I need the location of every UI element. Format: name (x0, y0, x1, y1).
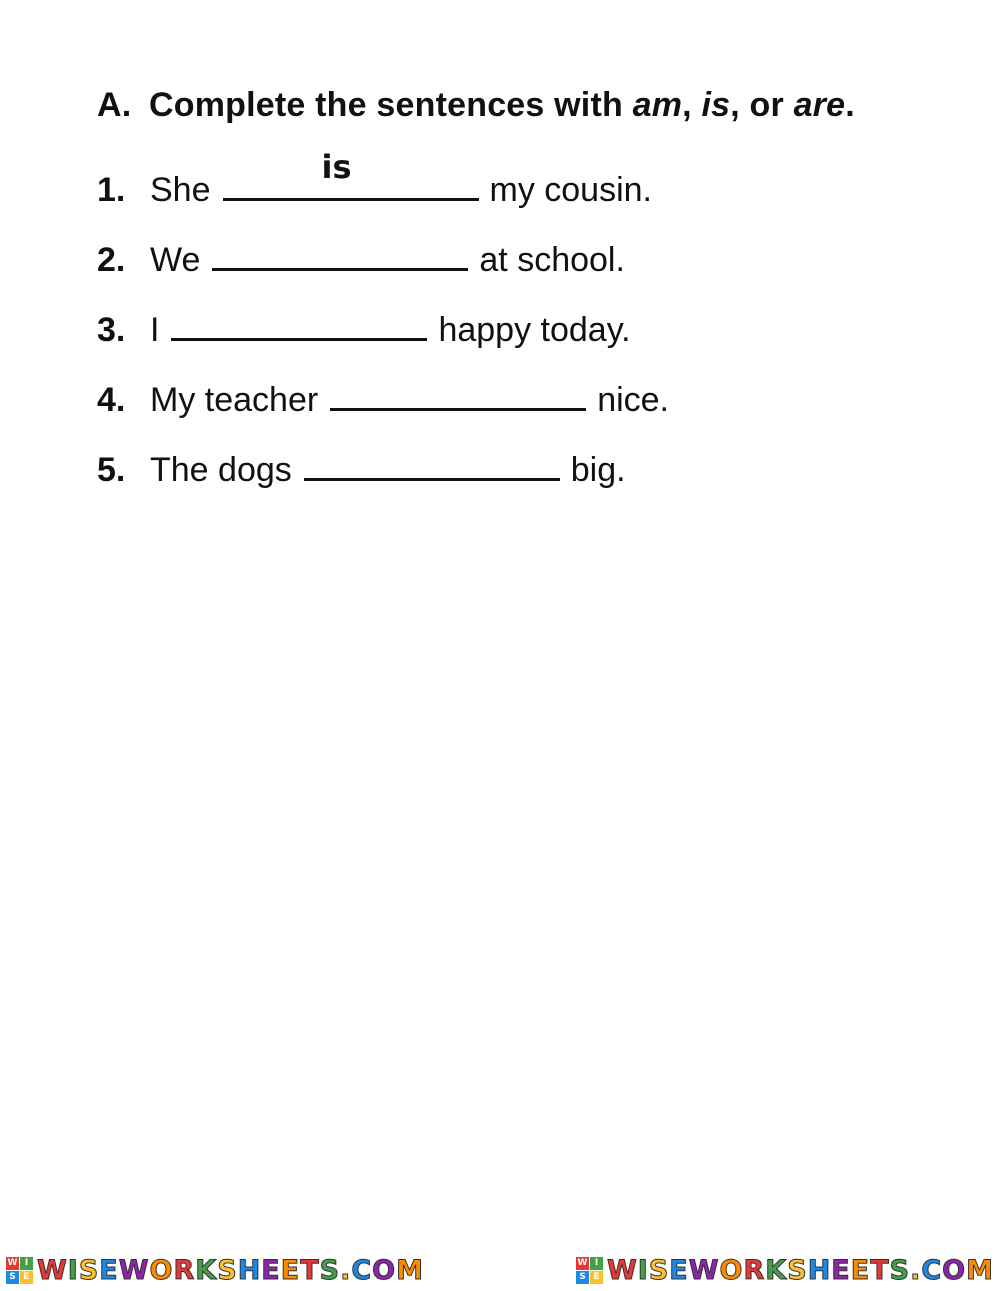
brand-letter: O (372, 1254, 397, 1286)
brand-letter: M (396, 1254, 424, 1286)
heading-end: . (845, 86, 855, 124)
brand-watermark (576, 1252, 994, 1288)
heading-word-are: are (793, 86, 846, 124)
brand-letter: T (870, 1254, 890, 1286)
question-3 (97, 310, 631, 350)
logo-letter: I (20, 1257, 33, 1270)
brand-letter: M (966, 1254, 994, 1286)
brand-letter: H (807, 1254, 832, 1286)
question-text-after: big. (570, 451, 626, 489)
brand-letter: E (99, 1254, 119, 1286)
brand-letter: H (237, 1254, 262, 1286)
logo-letter: W (7, 1257, 18, 1268)
brand-letter: C (351, 1254, 373, 1286)
brand-logo-icon (576, 1257, 603, 1284)
answer-blank[interactable] (330, 380, 586, 411)
logo-letter: E (590, 1271, 603, 1284)
brand-letter: O (719, 1254, 744, 1286)
question-text-after: at school. (479, 241, 625, 279)
brand-letter: E (831, 1254, 851, 1286)
brand-letter: R (173, 1254, 196, 1286)
brand-letter: S (787, 1254, 808, 1286)
footer-watermark (0, 1252, 1000, 1288)
logo-letter: S (576, 1271, 589, 1284)
brand-letter: W (688, 1254, 720, 1286)
answer-blank[interactable] (171, 310, 427, 341)
logo-letter: S (6, 1271, 19, 1284)
logo-letter: E (20, 1271, 33, 1284)
brand-letter: I (637, 1254, 649, 1286)
question-1 (97, 148, 652, 210)
brand-letter: W (37, 1254, 68, 1286)
brand-letter: E (280, 1254, 301, 1286)
brand-letter: E (261, 1254, 281, 1286)
question-text-before: My teacher (150, 381, 319, 419)
question-text-before: We (150, 241, 201, 279)
brand-letter: W (607, 1254, 638, 1286)
brand-letter: E (669, 1254, 689, 1286)
question-2 (97, 240, 625, 280)
heading-word-am: am (632, 86, 683, 124)
brand-text (37, 1255, 424, 1286)
brand-watermark (6, 1252, 424, 1288)
answer-blank[interactable] (212, 240, 468, 271)
brand-letter: S (319, 1254, 341, 1286)
question-4 (97, 380, 669, 420)
question-text-after: my cousin. (489, 171, 652, 209)
brand-letter: S (78, 1254, 100, 1286)
section-heading (97, 86, 855, 125)
brand-letter: . (910, 1254, 922, 1286)
question-text-after: nice. (597, 381, 670, 419)
question-text-before: She (150, 171, 211, 209)
question-number: 4. (97, 381, 126, 419)
question-number: 3. (97, 311, 126, 349)
brand-letter: T (300, 1254, 320, 1286)
brand-letter: R (743, 1254, 766, 1286)
brand-text (607, 1255, 994, 1286)
question-number: 1. (97, 171, 126, 209)
logo-letter: I (590, 1257, 603, 1270)
brand-letter: . (340, 1254, 352, 1286)
brand-letter: K (195, 1254, 218, 1286)
heading-word-is: is (701, 86, 731, 124)
brand-letter: E (850, 1254, 871, 1286)
question-text-before: I (150, 311, 160, 349)
answer-text: is (321, 148, 352, 186)
section-letter: A. (97, 86, 132, 124)
brand-letter: O (942, 1254, 967, 1286)
brand-letter: S (889, 1254, 911, 1286)
logo-letter: W (577, 1257, 588, 1268)
heading-sep-1: , (682, 86, 692, 124)
question-number: 5. (97, 451, 126, 489)
answer-blank[interactable] (304, 450, 560, 481)
question-text-after: happy today. (438, 311, 631, 349)
brand-letter: S (648, 1254, 670, 1286)
question-number: 2. (97, 241, 126, 279)
answer-blank[interactable] (223, 148, 479, 201)
brand-logo-icon (6, 1257, 33, 1284)
brand-letter: K (765, 1254, 788, 1286)
heading-sep-2: , or (730, 86, 784, 124)
brand-letter: C (921, 1254, 943, 1286)
heading-prefix: Complete the sentences with (149, 86, 623, 124)
question-5 (97, 450, 626, 490)
brand-letter: W (118, 1254, 150, 1286)
brand-letter: O (149, 1254, 174, 1286)
question-text-before: The dogs (150, 451, 292, 489)
brand-letter: I (67, 1254, 79, 1286)
brand-letter: S (217, 1254, 238, 1286)
